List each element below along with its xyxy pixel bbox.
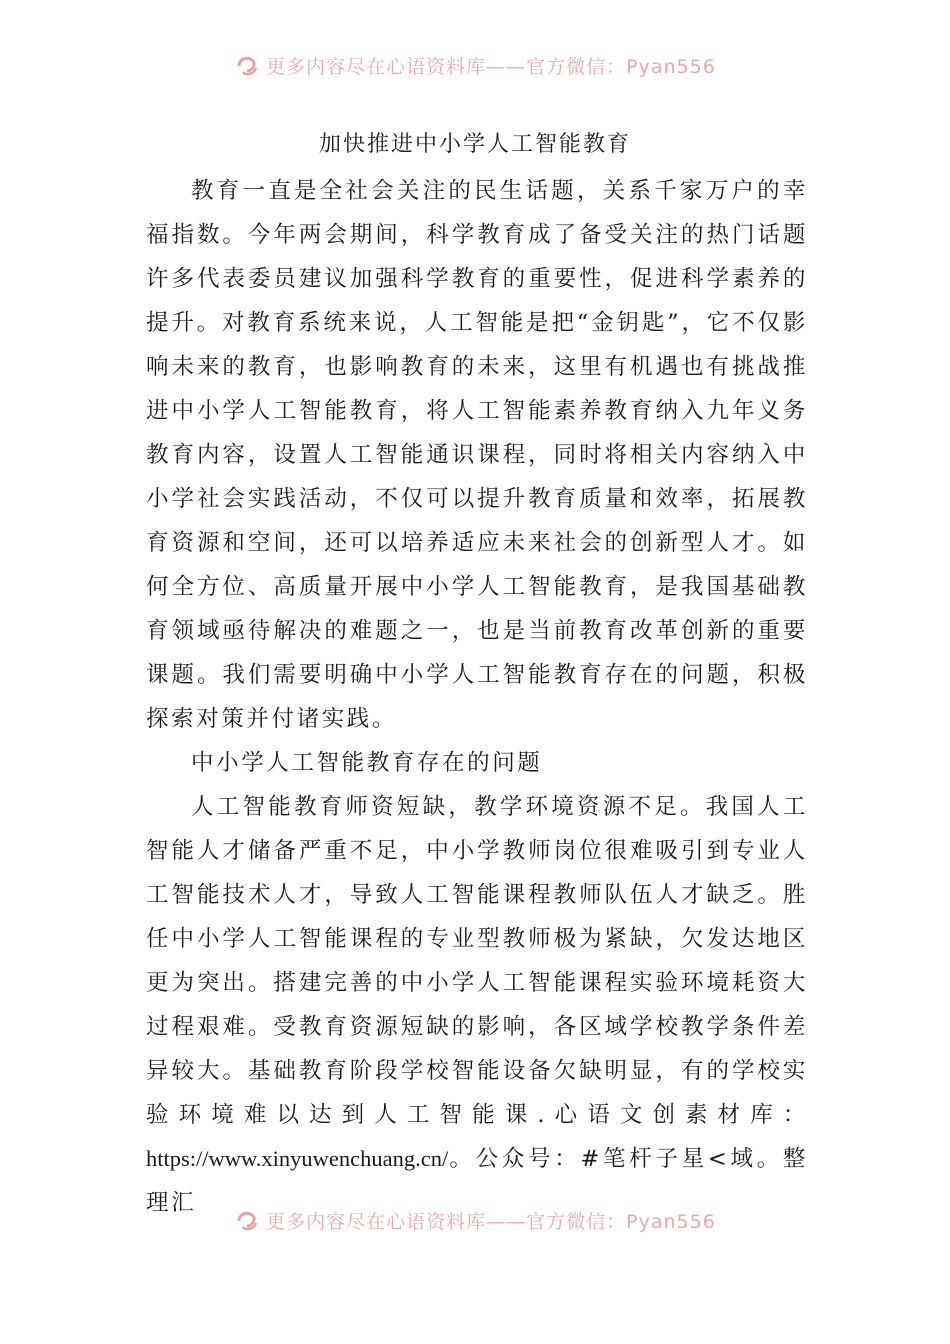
watermark-text: 更多内容尽在心语资料库——官方微信：Pyan556 bbox=[266, 55, 716, 78]
logo-icon bbox=[234, 1209, 260, 1233]
footer-watermark bbox=[0, 1209, 950, 1243]
document-body bbox=[146, 169, 808, 1225]
problem-paragraph-tail: 。公众号：#笔杆子星<域。整理汇 bbox=[146, 1146, 808, 1216]
document-title: 加快推进中小学人工智能教育 bbox=[318, 132, 631, 157]
website-link[interactable]: https://www.xinyuwenchuang.cn/ bbox=[146, 1146, 449, 1171]
intro-paragraph: 教育一直是全社会关注的民生话题，关系千家万户的幸福指数。今年两会期间，科学教育成了备受关注的热门话题许多代表委员建议加强科学教育的重要性，促进科学素养的提升。对教育系统来说，人工智能是把“金钥匙”，它不仅影响未来的教育，也影响教育的未来，这里有机遇也有挑战推进中小学人工智能教育，将人工智能素养教育纳入九年义务教育内容，设置人工智能通识课程，同时将相关内容纳入中小学社会实践活动，不仅可以提升教育质量和效率，拓展教育资源和空间，还可以培养适应未来社会的创新型人才。如何全方位、高质量开展中小学人工智能教育，是我国基础教育领域亟待解决的难题之一，也是当前教育改革创新的重要课题。我们需要明确中小学人工智能教育存在的问题，积极探索对策并付诸实践。 bbox=[146, 178, 808, 732]
problem-paragraph-text: 人工智能教育师资短缺，教学环境资源不足。我国人工智能人才储备严重不足，中小学教师岗位很难吸引到专业人工智能技术人才，导致人工智能课程教师队伍人才缺乏。胜任中小学人工智能课程的专业型教师极为紧缺，欠发达地区更为突出。搭建完善的中小学人工智能课程实验环境耗资大过程艰难。受教育资源短缺的影响，各区域学校教学条件差异较大。基础教育阶段学校智能设备欠缺明显，有的学校实验环境难以达到人工智能课.心语文创素材库： bbox=[146, 794, 808, 1128]
header-watermark bbox=[0, 54, 950, 88]
problem-paragraph bbox=[146, 785, 808, 1225]
logo-icon bbox=[234, 54, 260, 78]
section-heading: 中小学人工智能教育存在的问题 bbox=[191, 750, 543, 776]
watermark-text: 更多内容尽在心语资料库——官方微信：Pyan556 bbox=[266, 1210, 716, 1233]
